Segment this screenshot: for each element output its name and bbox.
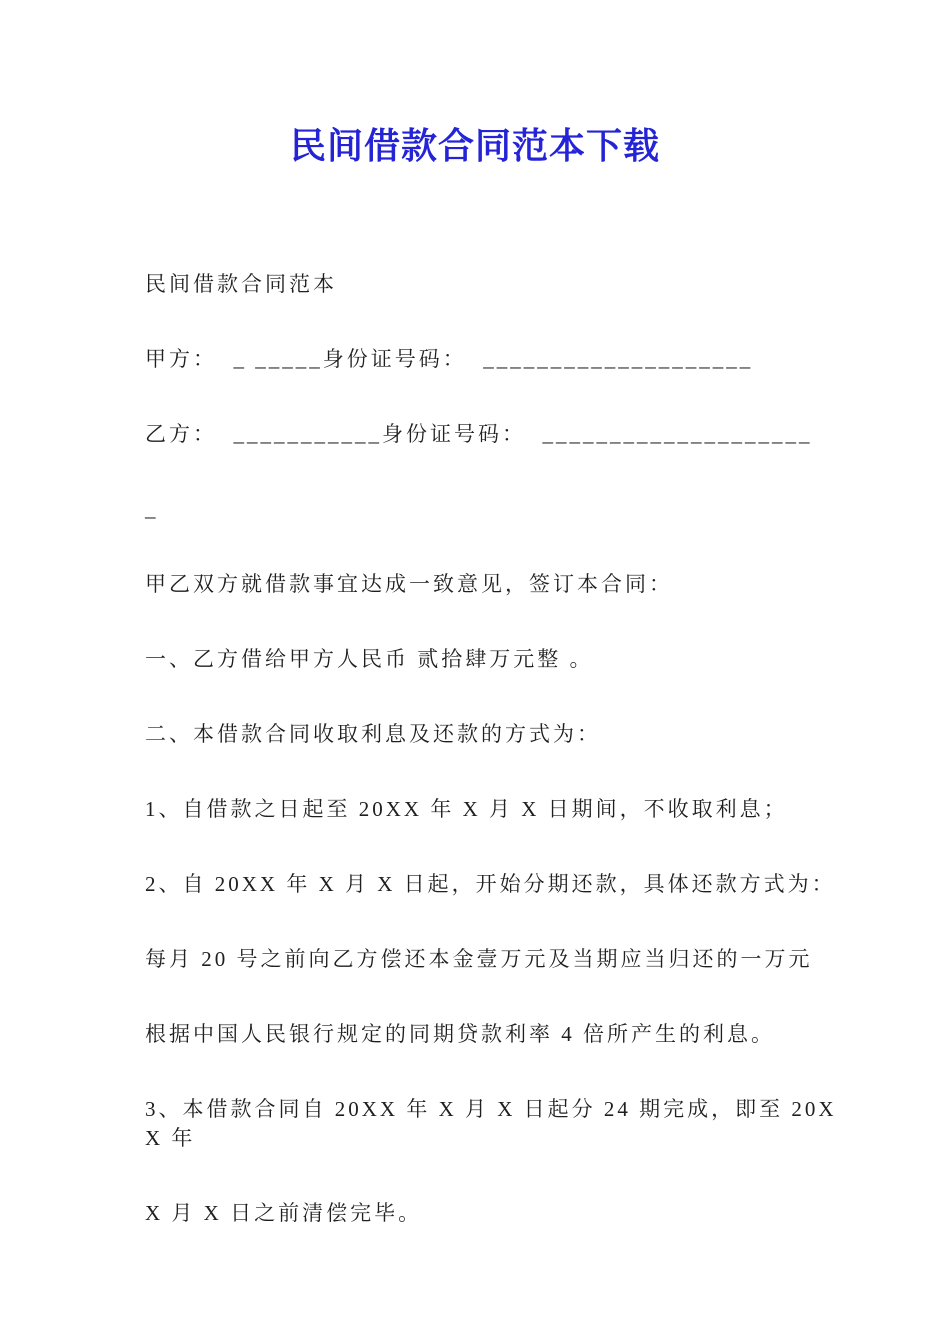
paragraph-clause-2: 二、本借款合同收取利息及还款的方式为： (145, 722, 601, 746)
document-body (0, 170, 950, 1228)
paragraph-party-b: 乙方： ___________身份证号码： ____________________ (145, 422, 813, 446)
paragraph-clause-2-item-2-cont-1: 每月 20 号之前向乙方偿还本金壹万元及当期应当归还的一万元 (145, 947, 813, 971)
paragraph-clause-2-item-1: 1、自借款之日起至 20XX 年 X 月 X 日期间，不收取利息； (145, 797, 788, 821)
paragraph-subtitle: 民间借款合同范本 (145, 272, 337, 296)
paragraph-blank-underscore: _ (145, 497, 159, 521)
paragraph-clause-2-item-3: 3、本借款合同自 20XX 年 X 月 X 日起分 24 期完成，即至 20XX 年 (145, 1097, 837, 1150)
paragraph-party-a: 甲方： _ _____身份证号码： ____________________ (145, 347, 754, 371)
paragraph-agreement-intro: 甲乙双方就借款事宜达成一致意见，签订本合同： (145, 572, 673, 596)
document-title: 民间借款合同范本下载 (289, 125, 660, 166)
paragraph-clause-1: 一、乙方借给甲方人民币 贰拾肆万元整 。 (145, 647, 594, 671)
paragraph-clause-2-item-3-cont: X 月 X 日之前清偿完毕。 (145, 1201, 423, 1225)
paragraph-clause-2-item-2: 2、自 20XX 年 X 月 X 日起，开始分期还款，具体还款方式为： (145, 872, 836, 896)
paragraph-clause-2-item-2-cont-2: 根据中国人民银行规定的同期贷款利率 4 倍所产生的利息。 (145, 1022, 775, 1046)
